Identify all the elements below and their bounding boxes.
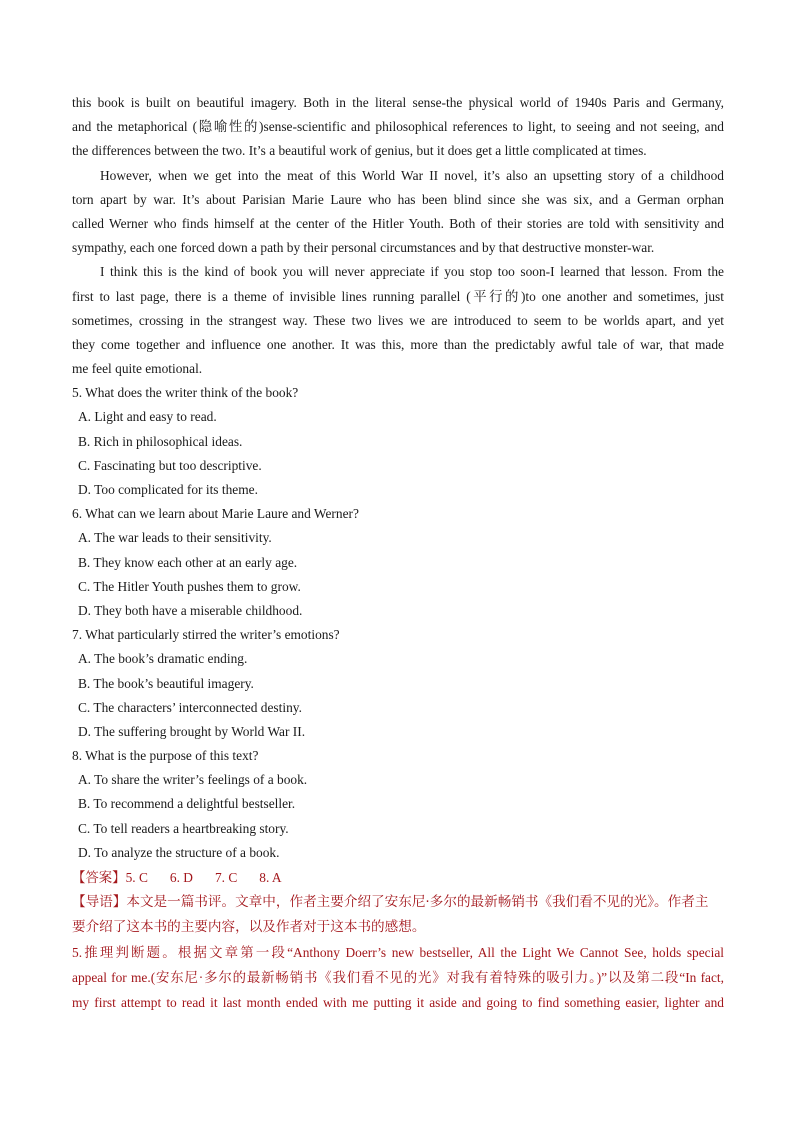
option-a: A. To share the writer’s feelings of a book. <box>78 772 308 788</box>
passage-line: sympathy, each one forced down a path by their personal circumstances and by that destructive monster-war. <box>72 240 655 256</box>
option-b: B. Rich in philosophical ideas. <box>78 433 243 449</box>
option-c: C. The Hitler Youth pushes them to grow. <box>78 578 301 594</box>
option-a: A. The war leads to their sensitivity. <box>78 530 272 546</box>
question-stem: 8. What is the purpose of this text? <box>72 748 259 764</box>
answer-label: 【答案】 <box>72 871 126 886</box>
question-5 <box>72 381 724 502</box>
passage-paragraph-1 <box>72 91 724 164</box>
option-b: B. They know each other at an early age. <box>78 554 298 570</box>
passage-line: and the metaphorical (隐喻性的)sense-scientific and philosophical references to light, to seeing and not seeing, and <box>72 119 724 135</box>
question-stem: 6. What can we learn about Marie Laure and Werner? <box>72 506 359 522</box>
answer-5: 5. C <box>125 870 148 885</box>
passage-line: called Werner who finds himself at the center of the Hitler Youth. Both of their stories are told with sensitivity and <box>72 215 724 231</box>
guide-label: 【导语】 <box>72 894 127 910</box>
passage-line: they come together and influence one another. It was this, more than the predictably awful tale of war, that made <box>72 336 724 352</box>
option-d: D. To analyze the structure of a book. <box>78 844 280 860</box>
answer-7: 7. C <box>214 870 238 885</box>
option-a: A. The book’s dramatic ending. <box>78 651 248 667</box>
question-stem: 7. What particularly stirred the writer’s emotions? <box>72 627 340 643</box>
document-page <box>72 91 724 1015</box>
option-c: C. Fascinating but too descriptive. <box>78 457 262 473</box>
option-d: D. Too complicated for its theme. <box>78 482 258 497</box>
answer-section <box>72 865 724 1015</box>
passage-line: the differences between the two. It’s a beautiful work of genius, but it does get a little complicated at times. <box>72 143 647 159</box>
passage-line: sometimes, crossing in the strangest way. These two lives we are introduced to seem to be worlds apart, and yet <box>72 312 724 328</box>
option-d: D. They both have a miserable childhood. <box>78 602 303 618</box>
passage-paragraph-2 <box>72 164 724 261</box>
option-b: B. The book’s beautiful imagery. <box>78 675 254 691</box>
passage-line: torn apart by war. It’s about Parisian Marie Laure who has been blind since she was six, and a German orphan <box>72 191 724 207</box>
question-stem: 5. What does the writer think of the book? <box>72 385 299 401</box>
question-8 <box>72 744 724 865</box>
option-a: A. Light and easy to read. <box>78 409 217 425</box>
passage-line: I think this is the kind of book you will never appreciate if you stop too soon-I learned that lesson. From the <box>100 264 724 280</box>
guide-text: 本文是一篇书评。文章中，作者主要介绍了安东尼·多尔的最新畅销书《我们看不见的光》。作者主 <box>126 894 709 910</box>
answer-8: 8. A <box>259 870 282 885</box>
analysis-line: my first attempt to read it last month ended with me putting it aside and going to find something easier, lighter and <box>72 995 724 1010</box>
passage-line: me feel quite emotional. <box>72 361 203 377</box>
passage-line: this book is built on beautiful imagery. Both in the literal sense-the physical world of 1940s Paris and Germany, <box>72 95 724 110</box>
guide-line <box>72 890 724 915</box>
passage-line: first to last page, there is a theme of invisible lines running parallel (平行的)to one another and sometimes, just <box>72 288 724 304</box>
analysis-line: 5.推理判断题。根据文章第一段“Anthony Doerr’s new bestseller, All the Light We Cannot See, holds special <box>72 945 724 960</box>
question-6 <box>72 502 724 623</box>
passage-paragraph-3 <box>72 260 724 381</box>
option-c: C. To tell readers a heartbreaking story. <box>78 820 289 836</box>
passage-line: However, when we get into the meat of this World War II novel, it’s also an upsetting story of a childhood <box>100 167 724 183</box>
option-c: C. The characters’ interconnected destiny. <box>78 699 302 715</box>
option-d: D. The suffering brought by World War II. <box>78 723 306 739</box>
question-7 <box>72 623 724 744</box>
option-b: B. To recommend a delightful bestseller. <box>78 796 296 812</box>
answer-6: 6. D <box>169 870 193 885</box>
analysis-line: appeal for me.(安东尼·多尔的最新畅销书《我们看不见的光》对我有着特殊的吸引力。)”以及第二段“In fact, <box>72 970 724 985</box>
guide-line: 要介绍了这本书的主要内容，以及作者对于这本书的感想。 <box>72 919 426 935</box>
answer-key-line <box>72 865 724 890</box>
